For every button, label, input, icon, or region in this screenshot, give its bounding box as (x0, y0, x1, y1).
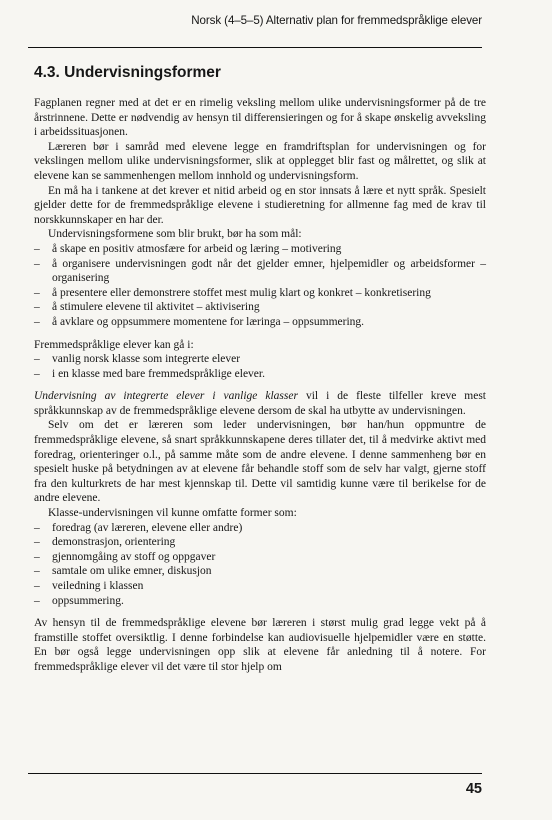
paragraph-clarity: Av hensyn til de fremmedspråklige elevene bør læreren i størst mulig grad legge vekt på å framstille stoffet oversiktlig. I denne forbindelse kan audiovisuelle hjelpemidler være en støtte. En bør også legge undervisningen opp slik at elevene får anledning til å notere. For fremmedspråklige elever vil det være til stor hjelp om (34, 617, 486, 673)
list-item: – foredrag (av læreren, elevene eller andre) (34, 521, 486, 536)
paragraph-plan: Læreren bør i samråd med elevene legge en framdriftsplan for undervisningen og for vekslingen mellom ulike undervisningsformer, slik at opplegget blir fast og målrettet, og slik at elevene kan se sammenhengen mellom innhold og undervisningsform. (34, 140, 486, 182)
section-heading: 4.3. Undervisningsformer (34, 64, 221, 81)
paragraph-integrated-text: vil i de fleste tilfeller kreve mest språkkunnskap av de fremmedspråklige elevene dersom de skal ha utbytte av undervisningen. (34, 390, 487, 417)
footer-rule (28, 773, 482, 774)
list-item: – veiledning i klassen (34, 579, 486, 594)
list-item: – demonstrasjon, orientering (34, 535, 486, 550)
list-item: – i en klasse med bare fremmedspråklige elever. (34, 367, 486, 382)
list-item: – å skape en positiv atmosfære for arbeid og læring – motivering (34, 242, 486, 257)
paragraph-intro: Fagplanen regner med at det er en rimelig veksling mellom ulike undervisningsformer på de tre årstrinnene. Dette er nødvendig av hensyn til differensieringen og for å skape ønskelig avveksling i arbeidssituasjonen. (34, 97, 486, 139)
list-item: – å presentere eller demonstrere stoffet mest mulig klart og konkret – konkretisering (34, 286, 486, 301)
list-item: – samtale om ulike emner, diskusjon (34, 564, 486, 579)
paragraph-integrated (34, 389, 486, 418)
body-text (34, 96, 486, 675)
class-forms-list (34, 521, 486, 609)
paragraph-goals-intro: Undervisningsformene som blir brukt, bør ha som mål: (48, 228, 302, 241)
list-item: – å stimulere elevene til aktivitet – aktivisering (34, 300, 486, 315)
list-item: – oppsummering. (34, 594, 486, 609)
goals-list (34, 242, 486, 330)
paragraph-forms-intro: Klasse-undervisningen vil kunne omfatte former som: (48, 507, 297, 520)
paragraph-teacher: Selv om det er læreren som leder undervisningen, bør han/hun oppmuntre de fremmedspråklige elevene, så snart språkkunnskapene deres tillater det, til å medvirke aktivt med foredrag, orienteringer o.l., på samme måte som de andre elevene. I denne sammenheng bør en spesielt huske på betydningen av at elevene får behandle stoff som de selv har valgt, gjerne stoff fra den kulturkrets de har mest kjennskap til. Dette vil samtidig kunne være til berikelse for de andre elevene. (34, 419, 486, 505)
header-rule (28, 47, 482, 48)
class-types-list (34, 352, 486, 381)
list-item: – gjennomgåing av stoff og oppgaver (34, 550, 486, 565)
italic-phrase: Undervisning av integrerte elever i vanlige klasser (34, 390, 298, 403)
list-item: – å avklare og oppsummere momentene for læringa – oppsummering. (34, 315, 486, 330)
list-item: – å organisere undervisningen godt når det gjelder emner, hjelpemidler og arbeidsformer – organisering (34, 257, 486, 286)
page-number: 45 (465, 781, 482, 797)
running-head: Norsk (4–5–5) Alternativ plan for fremmedspråklige elever (191, 14, 482, 27)
list-item: – vanlig norsk klasse som integrerte elever (34, 352, 486, 367)
paragraph-effort: En må ha i tankene at det krever et nitid arbeid og en stor innsats å lære et nytt språk. Spesielt gjelder dette for de fremmedspråklige elevene i studieretning for allmenne fag med de krav til norskkunnskaper en har der. (34, 184, 486, 226)
paragraph-class-intro: Fremmedspråklige elever kan gå i: (34, 338, 194, 351)
